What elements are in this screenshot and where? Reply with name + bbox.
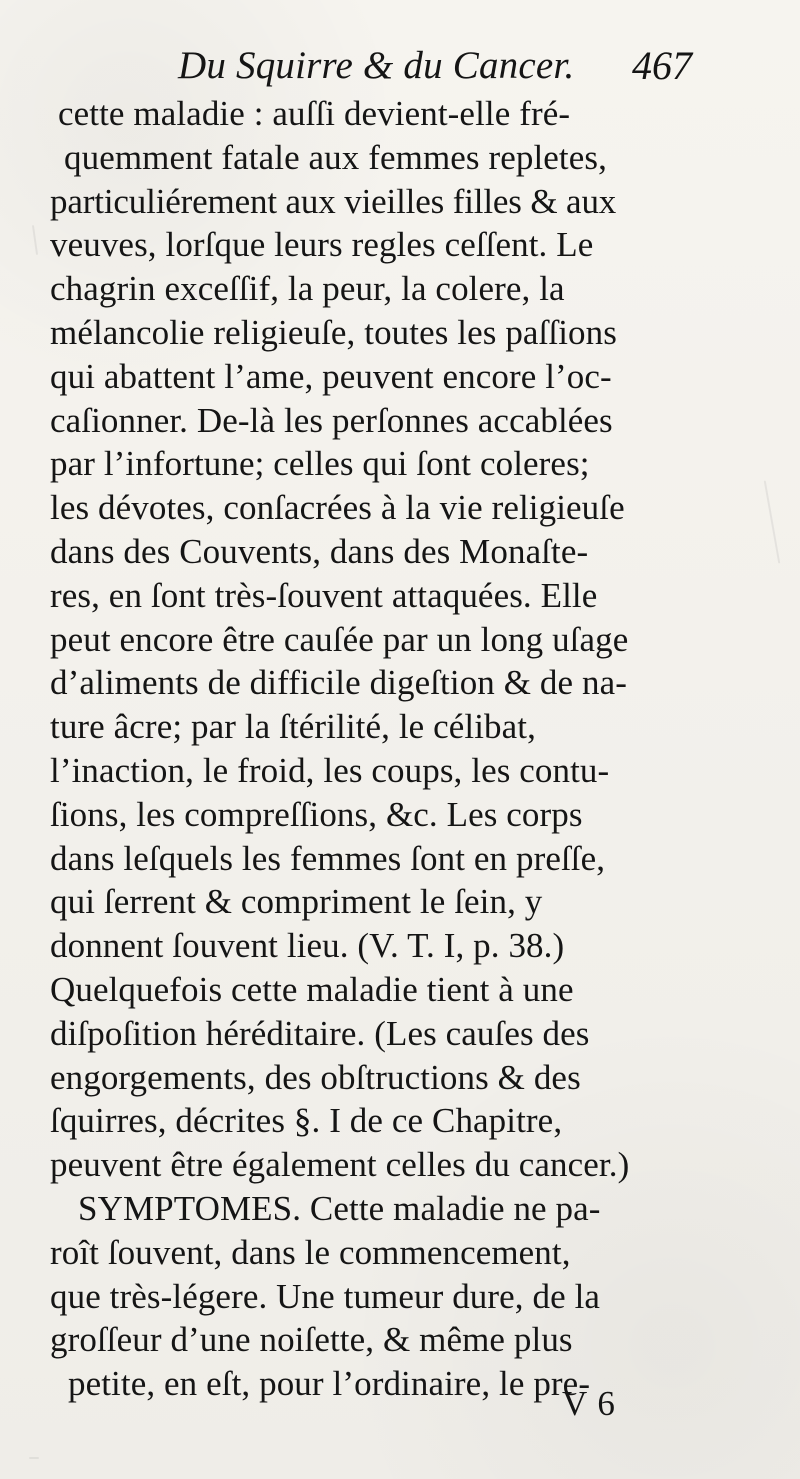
paper-mark: [32, 225, 38, 255]
text-line: diſpoſition héréditaire. (Les cauſes des: [50, 1013, 590, 1053]
text-line: dans leſquels les femmes ſont en preſſe,: [50, 838, 606, 878]
text-line: qui ſerrent & compriment le ſein, y: [50, 882, 543, 922]
text-line: mélancolie religieuſe, toutes les paſſions: [50, 312, 617, 352]
text-line: les dévotes, conſacrées à la vie religieuſe: [50, 488, 625, 528]
page-number: 467: [632, 43, 692, 88]
text-line: peuvent être également celles du cancer.): [50, 1145, 630, 1185]
text-line: veuves, lorſque leurs regles ceſſent. Le: [50, 225, 594, 265]
text-line: res, en ſont très-ſouvent attaquées. Elle: [50, 575, 598, 615]
text-line: peut encore être cauſée par un long uſage: [50, 619, 629, 659]
text-line: ſions, les compreſſions, &c. Les corps: [50, 794, 583, 834]
text-line: ſquirres, décrites §. I de ce Chapitre,: [50, 1101, 563, 1141]
text-line: dans des Couvents, dans des Monaſte-: [50, 531, 589, 571]
page-header: [0, 42, 800, 90]
signature-mark: V 6: [562, 1384, 616, 1423]
text-line: qui abattent l’ame, peuvent encore l’oc-: [50, 356, 612, 396]
running-title: Du Squirre & du Cancer.: [178, 44, 575, 87]
text-line: petite, en eſt, pour l’ordinaire, le pre-: [68, 1364, 591, 1404]
text-line: roît ſouvent, dans le commencement,: [50, 1232, 571, 1272]
text-line: groſſeur d’une noiſette, & même plus: [50, 1320, 573, 1360]
text-line: donnent ſouvent lieu. (V. T. I, p. 38.): [50, 926, 565, 966]
text-line: ture âcre; par la ſtérilité, le célibat,: [50, 707, 536, 747]
paper-mark: [29, 1457, 39, 1459]
text-line: par l’infortune; celles qui ſont coleres;: [50, 444, 590, 484]
text-line: quemment fatale aux femmes repletes,: [64, 137, 607, 177]
body-text: [50, 92, 740, 1406]
text-line: engorgements, des obſtructions & des: [50, 1057, 581, 1097]
text-line: SYMPTOMES. Cette maladie ne pa-: [78, 1188, 601, 1228]
text-line: d’aliments de difficile digeſtion & de na-: [50, 663, 627, 703]
text-line: l’inaction, le froid, les coups, les contu-: [50, 750, 610, 790]
text-line: que très-légere. Une tumeur dure, de la: [50, 1276, 601, 1316]
text-line: Quelquefois cette maladie tient à une: [50, 969, 574, 1009]
paper-mark: [764, 480, 781, 563]
text-line: cette maladie : auſſi devient-elle fré-: [58, 94, 571, 133]
text-line: chagrin exceſſif, la peur, la colere, la: [50, 269, 565, 309]
text-line: particuliérement aux vieilles filles & aux: [50, 181, 617, 221]
text-line: caſionner. De-là les perſonnes accablées: [50, 400, 613, 440]
